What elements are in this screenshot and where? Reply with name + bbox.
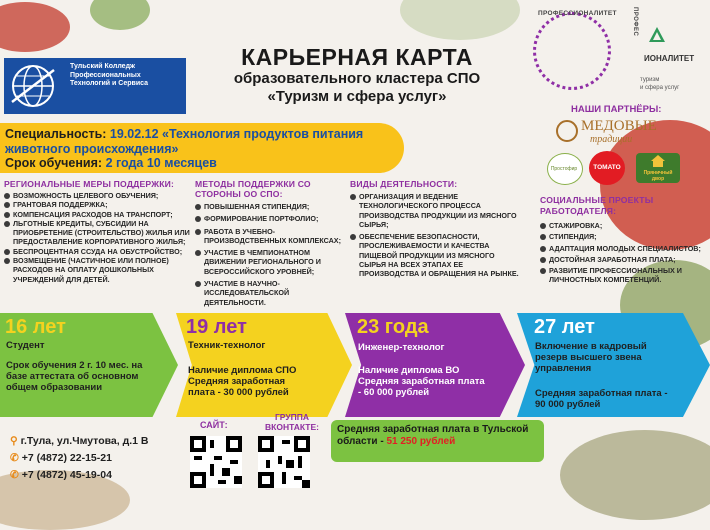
location-pin-icon: ⚲ [10,435,18,447]
career-role-1: Студент [6,340,45,351]
career-role-4: Включение в кадровый резерв высшего звена управления [535,341,647,374]
regional-salary-text: Средняя заработная плата в Тульской области - [337,424,529,447]
list-item: ПОВЫШЕННАЯ СТИПЕНДИЯ; [195,202,347,211]
partner-medovye-2: традиции [590,134,633,145]
list-item: ЛЬГОТНЫЕ КРЕДИТЫ, СУБСИДИИ НА ПРИОБРЕТЕНИЕ (СТРОИТЕЛЬСТВО) ЖИЛЬЯ ИЛИ ПРЕДОСТАВЛЕНИЕ КОРПОРАТИВНОГО ЖИЛЬЯ; [4,219,194,247]
career-desc-3: Наличие диплома ВО Средняя заработная плата - 60 000 рублей [358,365,485,398]
regional-section [4,179,194,284]
regional-salary-value: 51 250 рублей [386,436,456,447]
pro-logo-sub2: и сфера услуг [640,85,680,91]
duration-label: Срок обучения: [5,156,103,170]
methods-section [195,179,347,307]
vk-label: ГРУППА ВКОНТАКТЕ: [265,412,319,432]
career-role-3: Инженер-технолог [358,342,445,353]
career-age-3: 23 года [357,316,429,338]
list-item: БЕСПРОЦЕНТНАЯ ССУДА НА ОБУСТРОЙСТВО; [4,247,194,256]
list-item: ВОЗМОЖНОСТЬ ЦЕЛЕВОГО ОБУЧЕНИЯ; [4,191,194,200]
regional-title: РЕГИОНАЛЬНЫЕ МЕРЫ ПОДДЕРЖКИ: [4,179,175,189]
pro-logo-mark-icon [648,26,666,44]
partner-medovye-1: МЕДОВЫЕ [581,118,657,134]
career-role-2: Техник-технолог [188,340,266,351]
address: г.Тула, ул.Чмутова, д.1 В [20,435,149,447]
title-main: КАРЬЕРНАЯ КАРТА [241,44,473,70]
bg-basil [90,0,150,30]
social-section [540,195,710,285]
list-item: КОМПЕНСАЦИЯ РАСХОДОВ НА ТРАНСПОРТ; [4,210,194,219]
site-label: САЙТ: [200,420,228,430]
career-age-2: 19 лет [186,316,247,338]
career-desc-2: Наличие диплома СПО Средняя заработная плата - 30 000 рублей [188,365,297,398]
pro-logo-word: ИОНАЛИТЕТ [644,54,695,63]
list-item: РАБОТА В УЧЕБНО-ПРОИЗВОДСТВЕННЫХ КОМПЛЕКСАХ; [195,227,347,246]
phone-row-1 [10,450,190,467]
address-row [10,433,190,450]
pro-logo-wreath [533,12,611,90]
pro-logo-arc-text: ПРОФЕССИОНАЛИТЕТ [538,10,617,17]
bg-tomato-left [0,2,70,52]
page-title [196,44,518,106]
partner-prostofir-name: Простофир [550,166,578,172]
activities-section [350,179,522,279]
list-item: УЧАСТИЕ В ЧЕМПИОНАТНОМ ДВИЖЕНИИ РЕГИОНАЛЬНОГО И ВСЕРОССИЙСКОГО УРОВНЕЙ; [195,248,347,276]
phone-icon: ✆ [10,469,19,481]
list-item: УЧАСТИЕ В НАУЧНО-ИССЛЕДОВАТЕЛЬСКОЙ ДЕЯТЕЛЬНОСТИ. [195,279,347,307]
vk-qr-code[interactable] [258,436,310,488]
specialty-info [5,127,400,171]
phone-icon: ✆ [10,452,19,464]
specialty-value: 19.02.12 «Технология продуктов питания животного происхождения» [5,127,364,156]
partner-pryanichny-name: Пряничный двор [643,170,673,182]
career-desc-1: Срок обучения 2 г. 10 мес. на базе аттестата об основном общем образовании [6,360,143,393]
medovye-logo-icon [556,120,578,142]
partner-tomato-name: TOMATO [593,164,621,171]
duration-value: 2 года 10 месяцев [105,156,217,170]
career-age-4: 27 лет [534,316,595,338]
pro-logo-sub1: туризм [640,77,660,83]
specialty-label: Специальность: [5,127,107,141]
bg-vegetable-top [400,0,520,40]
house-icon [650,154,666,168]
regional-salary [337,424,542,448]
regional-list [4,191,194,284]
globe-icon [8,62,58,110]
qr-code-icon [258,436,310,488]
bg-vegetable-bottom [560,430,710,520]
partners-title: НАШИ ПАРТНЁРЫ: [571,104,662,115]
contacts [10,433,190,484]
college-name: Тульский Колледж Профессиональных Технологий и Сервиса [70,63,148,87]
social-list [540,221,710,285]
list-item: СТИПЕНДИЯ; [540,232,710,241]
list-item: ВОЗМЕЩЕНИЕ (ЧАСТИЧНОЕ ИЛИ ПОЛНОЕ) РАСХОДОВ НА ОПЛАТУ ДОШКОЛЬНЫХ УЧРЕЖДЕНИЙ ДЛЯ ДЕТЕЙ. [4,256,194,284]
activities-title: ВИДЫ ДЕЯТЕЛЬНОСТИ: [350,179,458,189]
methods-title: МЕТОДЫ ПОДДЕРЖКИ СО СТОРОНЫ ОО СПО: [195,179,311,199]
site-qr-code[interactable] [190,436,242,488]
activities-list [350,192,522,279]
pro-logo-vertical: ПРОФЕС [632,7,638,37]
career-age-1: 16 лет [5,316,66,338]
list-item: РАЗВИТИЕ ПРОФЕССИОНАЛЬНЫХ И ЛИЧНОСТНЫХ КОМПЕТЕНЦИЙ. [540,266,710,285]
title-theme: «Туризм и сфера услуг» [267,88,447,105]
phone-row-2 [10,467,190,484]
list-item: ДОСТОЙНАЯ ЗАРАБОТНАЯ ПЛАТА; [540,255,710,264]
qr-code-icon [190,436,242,488]
title-cluster: образовательного кластера СПО [233,70,481,87]
list-item: ФОРМИРОВАНИЕ ПОРТФОЛИО; [195,214,347,223]
methods-list [195,202,347,307]
career-desc-4: Средняя заработная плата - 90 000 рублей [535,388,668,410]
list-item: ОБЕСПЕЧЕНИЕ БЕЗОПАСНОСТИ, ПРОСЛЕЖИВАЕМОСТИ И КАЧЕСТВА ПИЩЕВОЙ ПРОДУКЦИИ ИЗ МЯСНОГО СЫРЬЯ НА ВСЕХ ЭТАПАХ ЕЕ ПРОИЗВОДСТВА И ОБРАЩЕНИЯ НА РЫНКЕ. [350,232,522,278]
list-item: АДАПТАЦИЯ МОЛОДЫХ СПЕЦИАЛИСТОВ; [540,244,710,253]
phone-2[interactable]: +7 (4872) 45-19-04 [21,469,112,481]
social-title: СОЦИАЛЬНЫЕ ПРОЕКТЫ РАБОТОДАТЕЛЯ: [540,195,654,216]
list-item: ГРАНТОВАЯ ПОДДЕРЖКА; [4,200,194,209]
list-item: СТАЖИРОВКА; [540,221,710,230]
list-item: ОРГАНИЗАЦИЯ И ВЕДЕНИЕ ТЕХНОЛОГИЧЕСКОГО ПРОЦЕССА ПРОИЗВОДСТВА ПРОДУКЦИИ ИЗ МЯСНОГО СЫРЬЯ; [350,192,522,229]
phone-1[interactable]: +7 (4872) 22-15-21 [21,452,112,464]
